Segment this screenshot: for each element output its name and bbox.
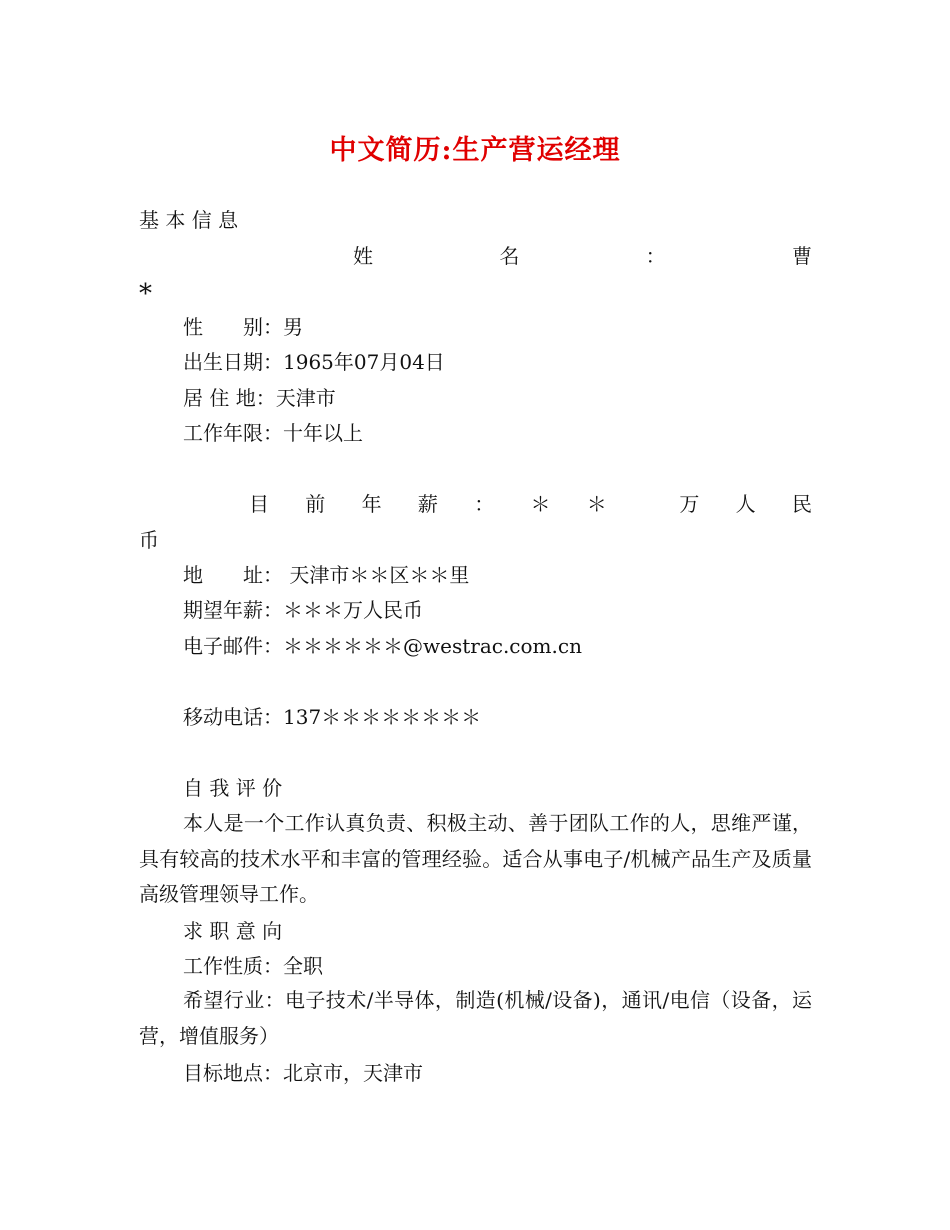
salary-char: 人 [735, 492, 756, 516]
salary-char: 薪 [417, 492, 438, 516]
salary-char: ＊ [530, 492, 551, 516]
email-field: 电子邮件：＊＊＊＊＊＊@westrac.com.cn [183, 634, 582, 658]
current-salary-tail: 币 [139, 528, 159, 552]
name-tail: * [139, 279, 152, 309]
name-char: ： [645, 244, 666, 268]
name-row [139, 242, 812, 270]
document-title: 中文简历:生产营运经理 [329, 135, 621, 166]
salary-char: 民 [791, 492, 812, 516]
self-evaluation-text: 本人是一个工作认真负责、积极主动、善于团队工作的人，思维严谨，具有较高的技术水平和丰富的管理经验。适合从事电子/机械产品生产及质量高级管理领导工作。 [139, 811, 812, 906]
salary-char: ： [474, 492, 495, 516]
industry-field: 希望行业：电子技术/半导体，制造(机械/设备)，通讯/电信（设备，运营，增值服务） [139, 988, 812, 1048]
salary-char: ＊ [586, 492, 607, 516]
salary-char: 目 [249, 492, 269, 516]
name-char: 姓 [353, 244, 373, 268]
section-heading-job-intent: 求 职 意 向 [183, 919, 283, 943]
name-char: 名 [499, 244, 520, 268]
current-salary-row [139, 490, 812, 518]
address-field: 地 址： 天津市＊＊区＊＊里 [183, 563, 470, 587]
expected-salary-field: 期望年薪：＊＊＊万人民币 [183, 598, 423, 622]
mobile-field: 移动电话：137＊＊＊＊＊＊＊＊ [183, 705, 482, 729]
salary-char: 前 [305, 492, 326, 516]
salary-char: 年 [361, 492, 382, 516]
work-nature-field: 工作性质：全职 [183, 954, 323, 978]
target-location-field: 目标地点：北京市，天津市 [183, 1061, 423, 1085]
section-heading-basic-info: 基 本 信 息 [139, 208, 239, 232]
gender-field: 性 别：男 [183, 315, 303, 339]
salary-char: 万 [679, 492, 700, 516]
residence-field: 居 住 地：天津市 [183, 386, 336, 410]
name-char: 曹 [791, 244, 812, 268]
work-years-field: 工作年限：十年以上 [183, 421, 363, 445]
birth-date-field: 出生日期：1965年07月04日 [183, 350, 445, 374]
section-heading-self-evaluation: 自 我 评 价 [183, 776, 283, 800]
